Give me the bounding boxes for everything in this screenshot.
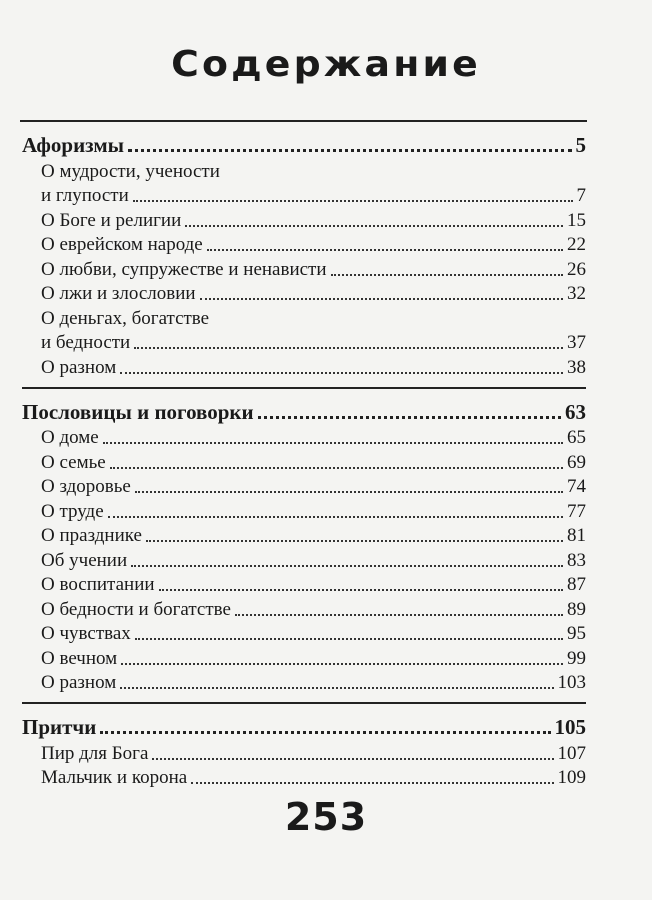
entry-page-number: 15	[567, 209, 586, 231]
entry-page-number: 87	[567, 574, 586, 595]
section-divider	[22, 387, 586, 389]
dot-leader	[146, 540, 563, 542]
dot-leader	[135, 491, 563, 493]
entry-label-line1: О деньгах, богатстве	[41, 307, 210, 329]
entry-label: О разном	[41, 356, 117, 378]
page-title: Содержание	[171, 44, 481, 85]
entry-label-line1: О мудрости, учености	[41, 160, 220, 182]
toc-entry[interactable]	[22, 305, 586, 354]
entry-label: О Боге и религии	[41, 209, 182, 231]
entry-label: Пир для Бога	[41, 742, 149, 764]
entry-label-line2: и бедности	[41, 332, 131, 353]
entry-page-number: 22	[567, 234, 586, 255]
toc-entry[interactable]	[22, 207, 586, 232]
entry-label: О здоровье	[41, 476, 131, 497]
entry-page-number: 109	[557, 767, 586, 788]
entry-label: О разном	[41, 672, 117, 693]
entry-page-number: 7	[576, 185, 586, 206]
dot-leader	[108, 516, 563, 518]
entry-page-number: 65	[567, 427, 586, 448]
toc-entry[interactable]	[22, 765, 586, 790]
dot-leader	[135, 638, 563, 640]
entry-label: О воспитании	[41, 574, 155, 595]
entry-page-number: 81	[567, 525, 586, 546]
dot-leader	[331, 274, 563, 276]
section-page-number: 63	[565, 399, 586, 424]
entry-label: О бедности и богатстве	[41, 598, 231, 620]
dot-leader	[258, 416, 561, 419]
entry-label: О семье	[41, 451, 106, 473]
title-divider	[20, 120, 587, 122]
entry-label: О чувствах	[41, 623, 131, 644]
toc-entry[interactable]	[22, 158, 586, 207]
entry-label-line2: и глупости	[41, 185, 129, 206]
entry-page-number: 99	[567, 647, 586, 669]
dot-leader	[207, 249, 563, 251]
dot-leader	[131, 565, 563, 567]
toc-entry[interactable]	[22, 740, 586, 765]
toc-entry[interactable]	[22, 670, 586, 695]
toc-entry[interactable]	[22, 645, 586, 670]
toc-entry[interactable]	[22, 621, 586, 646]
entry-label: О еврейском народе	[41, 234, 203, 255]
toc-entry[interactable]	[22, 572, 586, 597]
toc-entry[interactable]	[22, 256, 586, 281]
toc-entry[interactable]	[22, 498, 586, 523]
section-title: Пословицы и поговорки	[22, 399, 254, 424]
entry-label: О любви, супружестве и ненависти	[41, 258, 327, 280]
entry-label: О вечном	[41, 647, 118, 669]
table-of-contents	[22, 128, 586, 789]
toc-entry[interactable]	[22, 425, 586, 450]
toc-entry[interactable]	[22, 547, 586, 572]
entry-label: Об учении	[41, 549, 128, 571]
entry-page-number: 26	[567, 258, 586, 280]
dot-leader	[185, 225, 563, 227]
dot-leader	[103, 442, 563, 444]
toc-entry[interactable]	[22, 232, 586, 257]
dot-leader	[152, 758, 553, 760]
entry-page-number: 107	[557, 742, 586, 764]
toc-entry[interactable]	[22, 449, 586, 474]
section-page-number: 5	[575, 133, 586, 157]
section-page-number: 105	[554, 715, 586, 739]
dot-leader	[100, 731, 550, 734]
entry-label: О лжи и злословии	[41, 283, 196, 304]
entry-label: О празднике	[41, 525, 142, 546]
section-heading-aphorisms[interactable]	[22, 128, 586, 158]
entry-page-number: 69	[567, 451, 586, 473]
dot-leader	[128, 149, 571, 152]
section-title: Притчи	[22, 715, 97, 739]
section-title: Афоризмы	[22, 133, 125, 157]
toc-entry[interactable]	[22, 281, 586, 306]
entry-page-number: 89	[567, 598, 586, 620]
section-heading-proverbs[interactable]	[22, 395, 586, 425]
toc-entry[interactable]	[22, 596, 586, 621]
entry-page-number: 83	[567, 549, 586, 571]
dot-leader	[159, 589, 563, 591]
entry-label: О труде	[41, 500, 104, 522]
entry-label: О доме	[41, 427, 99, 448]
dot-leader	[235, 614, 563, 616]
toc-entry[interactable]	[22, 523, 586, 548]
entry-page-number: 37	[567, 332, 586, 353]
dot-leader	[120, 687, 553, 689]
entry-label: Мальчик и корона	[41, 767, 188, 788]
entry-page-number: 103	[557, 672, 586, 693]
entry-page-number: 38	[567, 356, 586, 378]
toc-entry[interactable]	[22, 354, 586, 379]
dot-leader	[120, 372, 563, 374]
entry-page-number: 95	[567, 623, 586, 644]
page-number: 253	[284, 795, 368, 839]
dot-leader	[110, 467, 563, 469]
entry-page-number: 77	[567, 500, 586, 522]
dot-leader	[121, 663, 563, 665]
section-heading-parables[interactable]	[22, 710, 586, 740]
toc-entry[interactable]	[22, 474, 586, 499]
dot-leader	[191, 782, 553, 784]
dot-leader	[133, 200, 573, 202]
dot-leader	[134, 347, 563, 349]
entry-page-number: 74	[567, 476, 586, 497]
dot-leader	[200, 298, 563, 300]
entry-page-number: 32	[567, 283, 586, 304]
section-divider	[22, 702, 586, 704]
